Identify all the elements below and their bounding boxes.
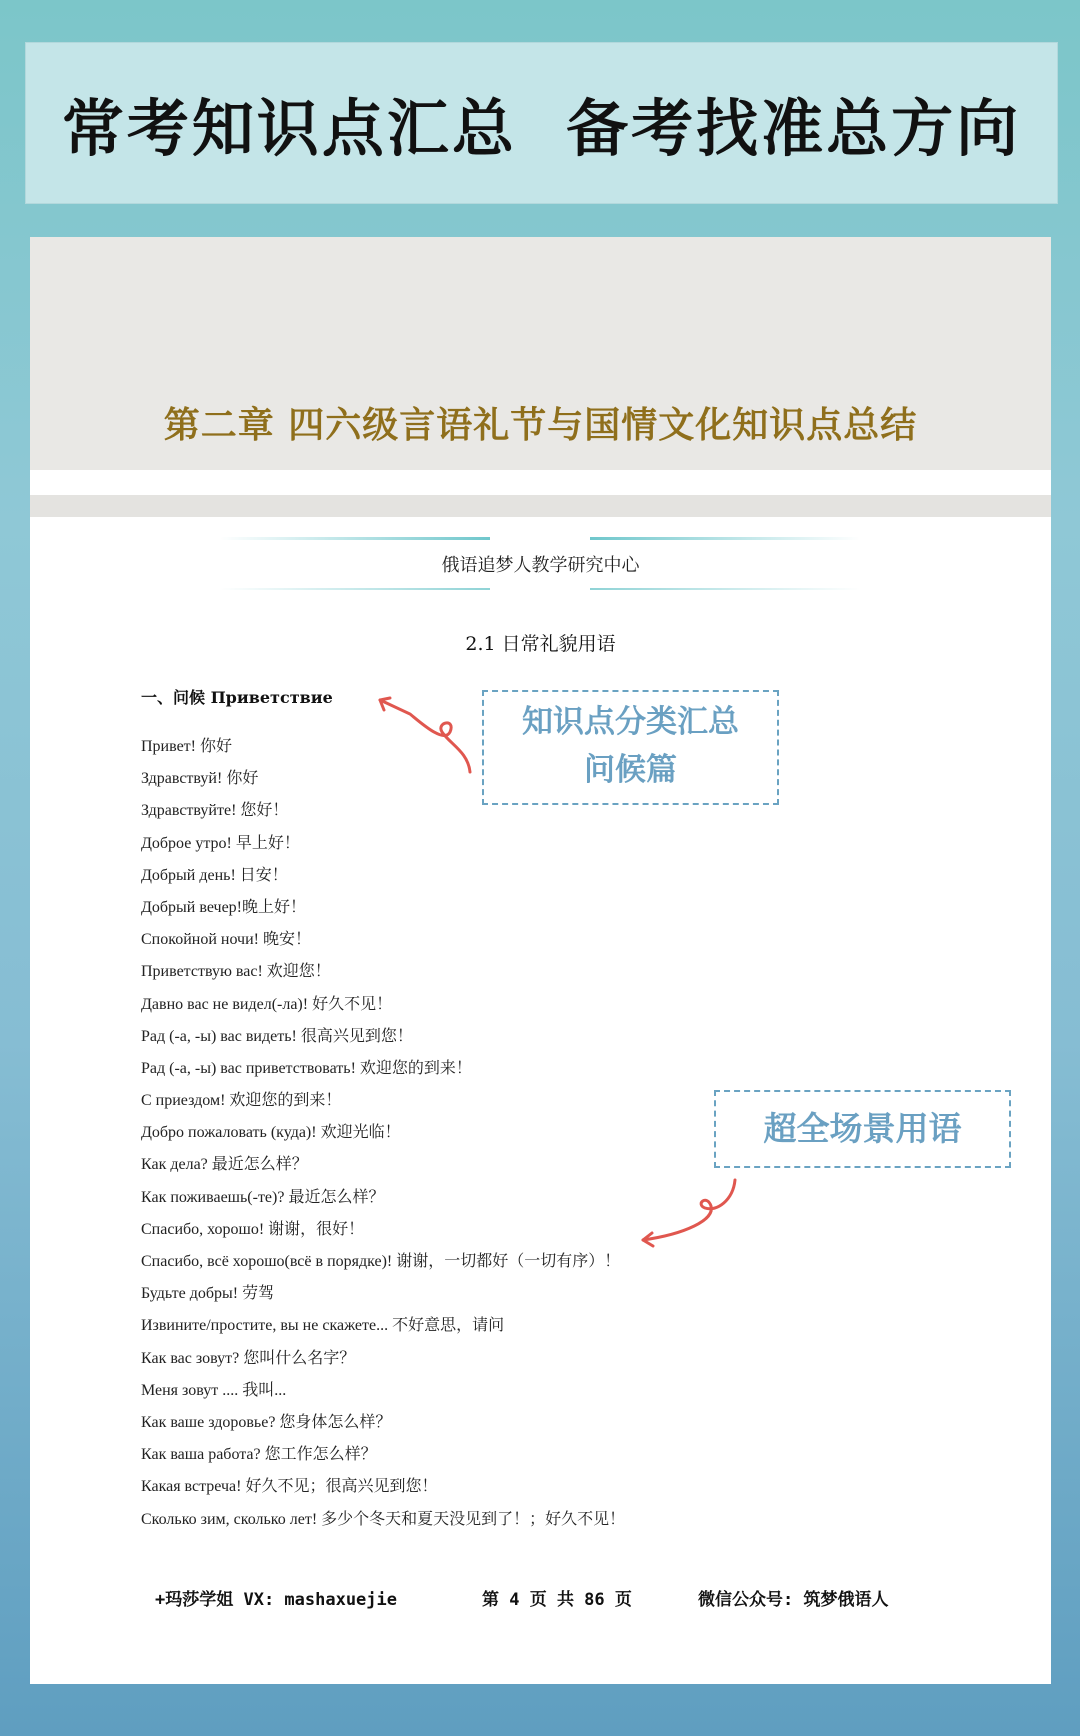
phrase-item: Спасибо, всё хорошо(всё в порядке)! 谢谢，一切都好（一切有序）！ [141,1253,621,1270]
phrase-item: Какая встреча! 好久不见；很高兴见到您！ [141,1478,438,1496]
phrase-item: Меня зовут .... 我叫... [141,1381,287,1399]
section-title: 2.1 日常礼貌用语 [465,633,616,655]
callout-category-summary [482,690,779,805]
phrase-item: Как дела? 最近怎么样？ [141,1156,308,1174]
phrase-item: Как поживаешь(-те)? 最近怎么样？ [141,1188,385,1206]
phrase-item: Добрый вечер!晚上好！ [141,898,307,916]
phrase-item: Спокойной ночи! 晚安！ [141,931,311,949]
phrase-item: Извините/простите, вы не скажете... 不好意思，请问 [141,1317,505,1335]
callout-line: 超全场景用语 [763,1109,962,1148]
banner-title: 常考知识点汇总 备考找准总方向 [61,91,1022,165]
callout-line: 问候篇 [584,752,677,788]
phrase-item: Приветствую вас! 欢迎您！ [141,963,331,981]
phrase-list [141,737,625,1542]
phrase-item: Добро пожаловать (куда)! 欢迎光临！ [141,1124,401,1142]
header-rule [590,588,860,590]
callout-line: 知识点分类汇总 [522,704,739,740]
curly-arrow-icon [625,1172,750,1262]
phrase-item: Доброе утро! 早上好！ [141,834,300,852]
phrase-item: Привет! 你好 [141,738,233,755]
phrase-item: Как ваша работа? 您工作怎么样？ [141,1446,377,1464]
subheading: 一、问候 Приветствие [141,688,333,707]
phrase-item: С приездом! 欢迎您的到来！ [141,1092,342,1110]
phrase-item: Давно вас не видел(-ла)! 好久不见！ [141,995,393,1013]
header-rule [220,588,490,590]
curly-arrow-icon [370,692,480,782]
document-page [30,237,1051,1684]
footer-page-number: 第 4 页 共 86 页 [482,1590,632,1610]
header-rule [220,537,490,540]
callout-scenario-phrases [714,1090,1011,1168]
phrase-item: Спасибо, хорошо! 谢谢，很好！ [141,1220,365,1238]
phrase-item: Здравствуйте! 您好！ [141,802,289,820]
chapter-title: 第二章 四六级言语礼节与国情文化知识点总结 [163,405,918,446]
phrase-item: Рад (-а, -ы) вас приветствовать! 欢迎您的到来！ [141,1059,472,1077]
phrase-item: Здравствуй! 你好 [141,770,259,788]
footer-contact: +玛莎学姐 VX: mashaxuejie [155,1590,397,1610]
phrase-item: Как ваше здоровье? 您身体怎么样？ [141,1413,392,1431]
phrase-item: Добрый день! 日安！ [141,866,288,884]
phrase-item: Будьте добры! 劳驾 [141,1285,275,1303]
phrase-item: Рад (-а, -ы) вас видеть! 很高兴见到您！ [141,1027,413,1045]
phrase-item: Как вас зовут? 您叫什么名字？ [141,1349,356,1367]
chapter-band [30,237,1051,470]
phrase-item: Сколько зим, сколько лет! 多少个冬天和夏天没见到了！；好久不见！ [141,1510,626,1528]
banner [25,42,1058,204]
header-rule [590,537,860,540]
header-strip [30,495,1051,517]
footer-account: 微信公众号: 筑梦俄语人 [698,1590,889,1610]
research-center-name: 俄语追梦人教学研究中心 [441,555,640,576]
